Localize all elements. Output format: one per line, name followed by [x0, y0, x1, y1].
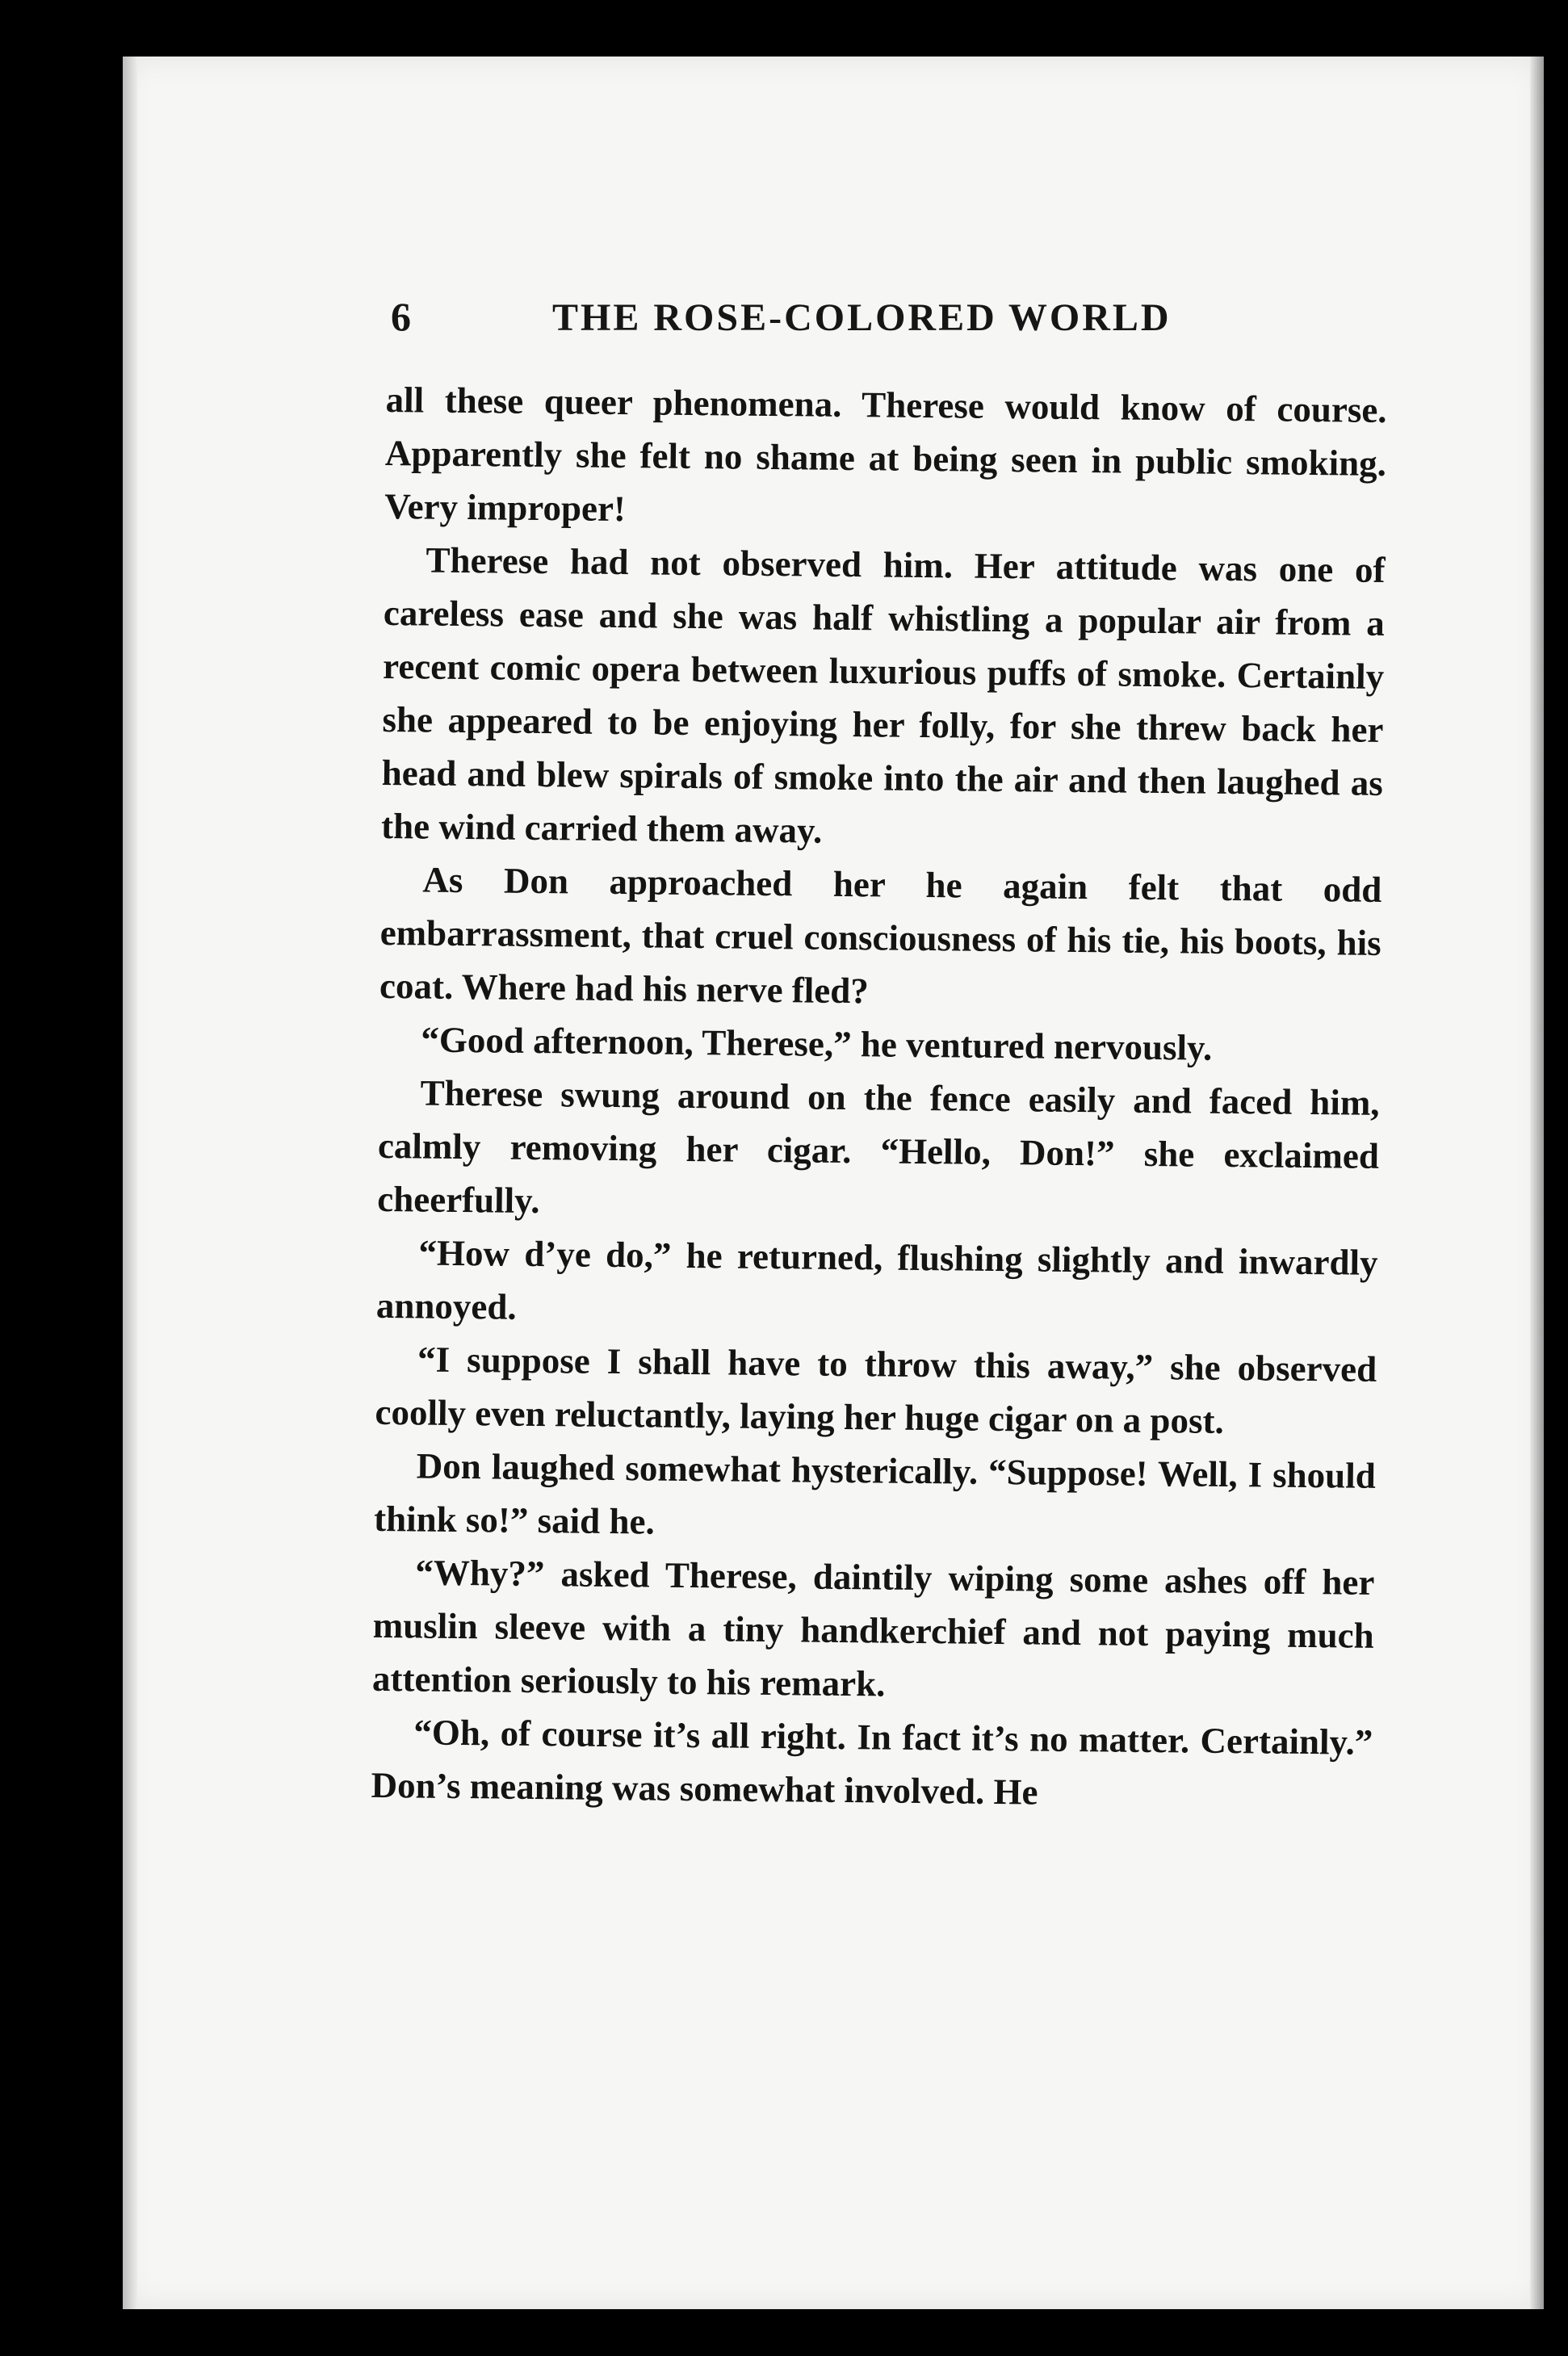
- running-head: THE ROSE-COLORED WORLD: [552, 296, 1172, 339]
- paragraph: “How d’ye do,” he returned, flushing slightly and inwardly annoyed.: [375, 1232, 1378, 1327]
- page-right-edge: [1530, 57, 1544, 2309]
- page-binding-edge: [123, 57, 137, 2309]
- paragraph: “Good afternoon, Therese,” he ventured nervously.: [421, 1019, 1213, 1068]
- paragraph: Don laughed somewhat hysterically. “Suppose! Well, I should think so!” said he.: [373, 1445, 1377, 1542]
- paragraph: all these queer phenomena. Therese would know of course. Apparently she felt no shame at being seen in public smoking. Very improper!: [384, 379, 1387, 530]
- paragraph: “Oh, of course it’s all right. In fact it’s no matter. Certainly.” Don’s meaning was somewhat involved. He: [371, 1712, 1373, 1813]
- paragraph: Therese had not observed him. Her attitude was one of careless ease and she was half whistling a popular air from a recent comic opera between luxurious puffs of smoke. Certainly she appeared to be enjoying her folly, for she threw back her head and blew spirals of smoke into the air and then laughed as the wind carried them away.: [380, 539, 1386, 851]
- paragraph: As Don approached her he again felt that odd embarrassment, that cruel consciousness of his tie, his boots, his coat. Where had his nerve fled?: [379, 859, 1382, 1012]
- paragraph: “Why?” asked Therese, daintily wiping some ashes off her muslin sleeve with a tiny handkerchief and not paying much attention seriously to his remark.: [371, 1552, 1375, 1704]
- page-number: 6: [391, 294, 411, 339]
- body-text: [371, 373, 1387, 1822]
- page-header: [391, 292, 1247, 349]
- paragraph: Therese swung around on the fence easily and faced him, calmly removing her cigar. “Hello, Don!” she exclaimed cheerfully.: [377, 1072, 1380, 1222]
- paragraph: “I suppose I shall have to throw this away,” she observed coolly even reluctantly, laying her huge cigar on a post.: [375, 1339, 1377, 1441]
